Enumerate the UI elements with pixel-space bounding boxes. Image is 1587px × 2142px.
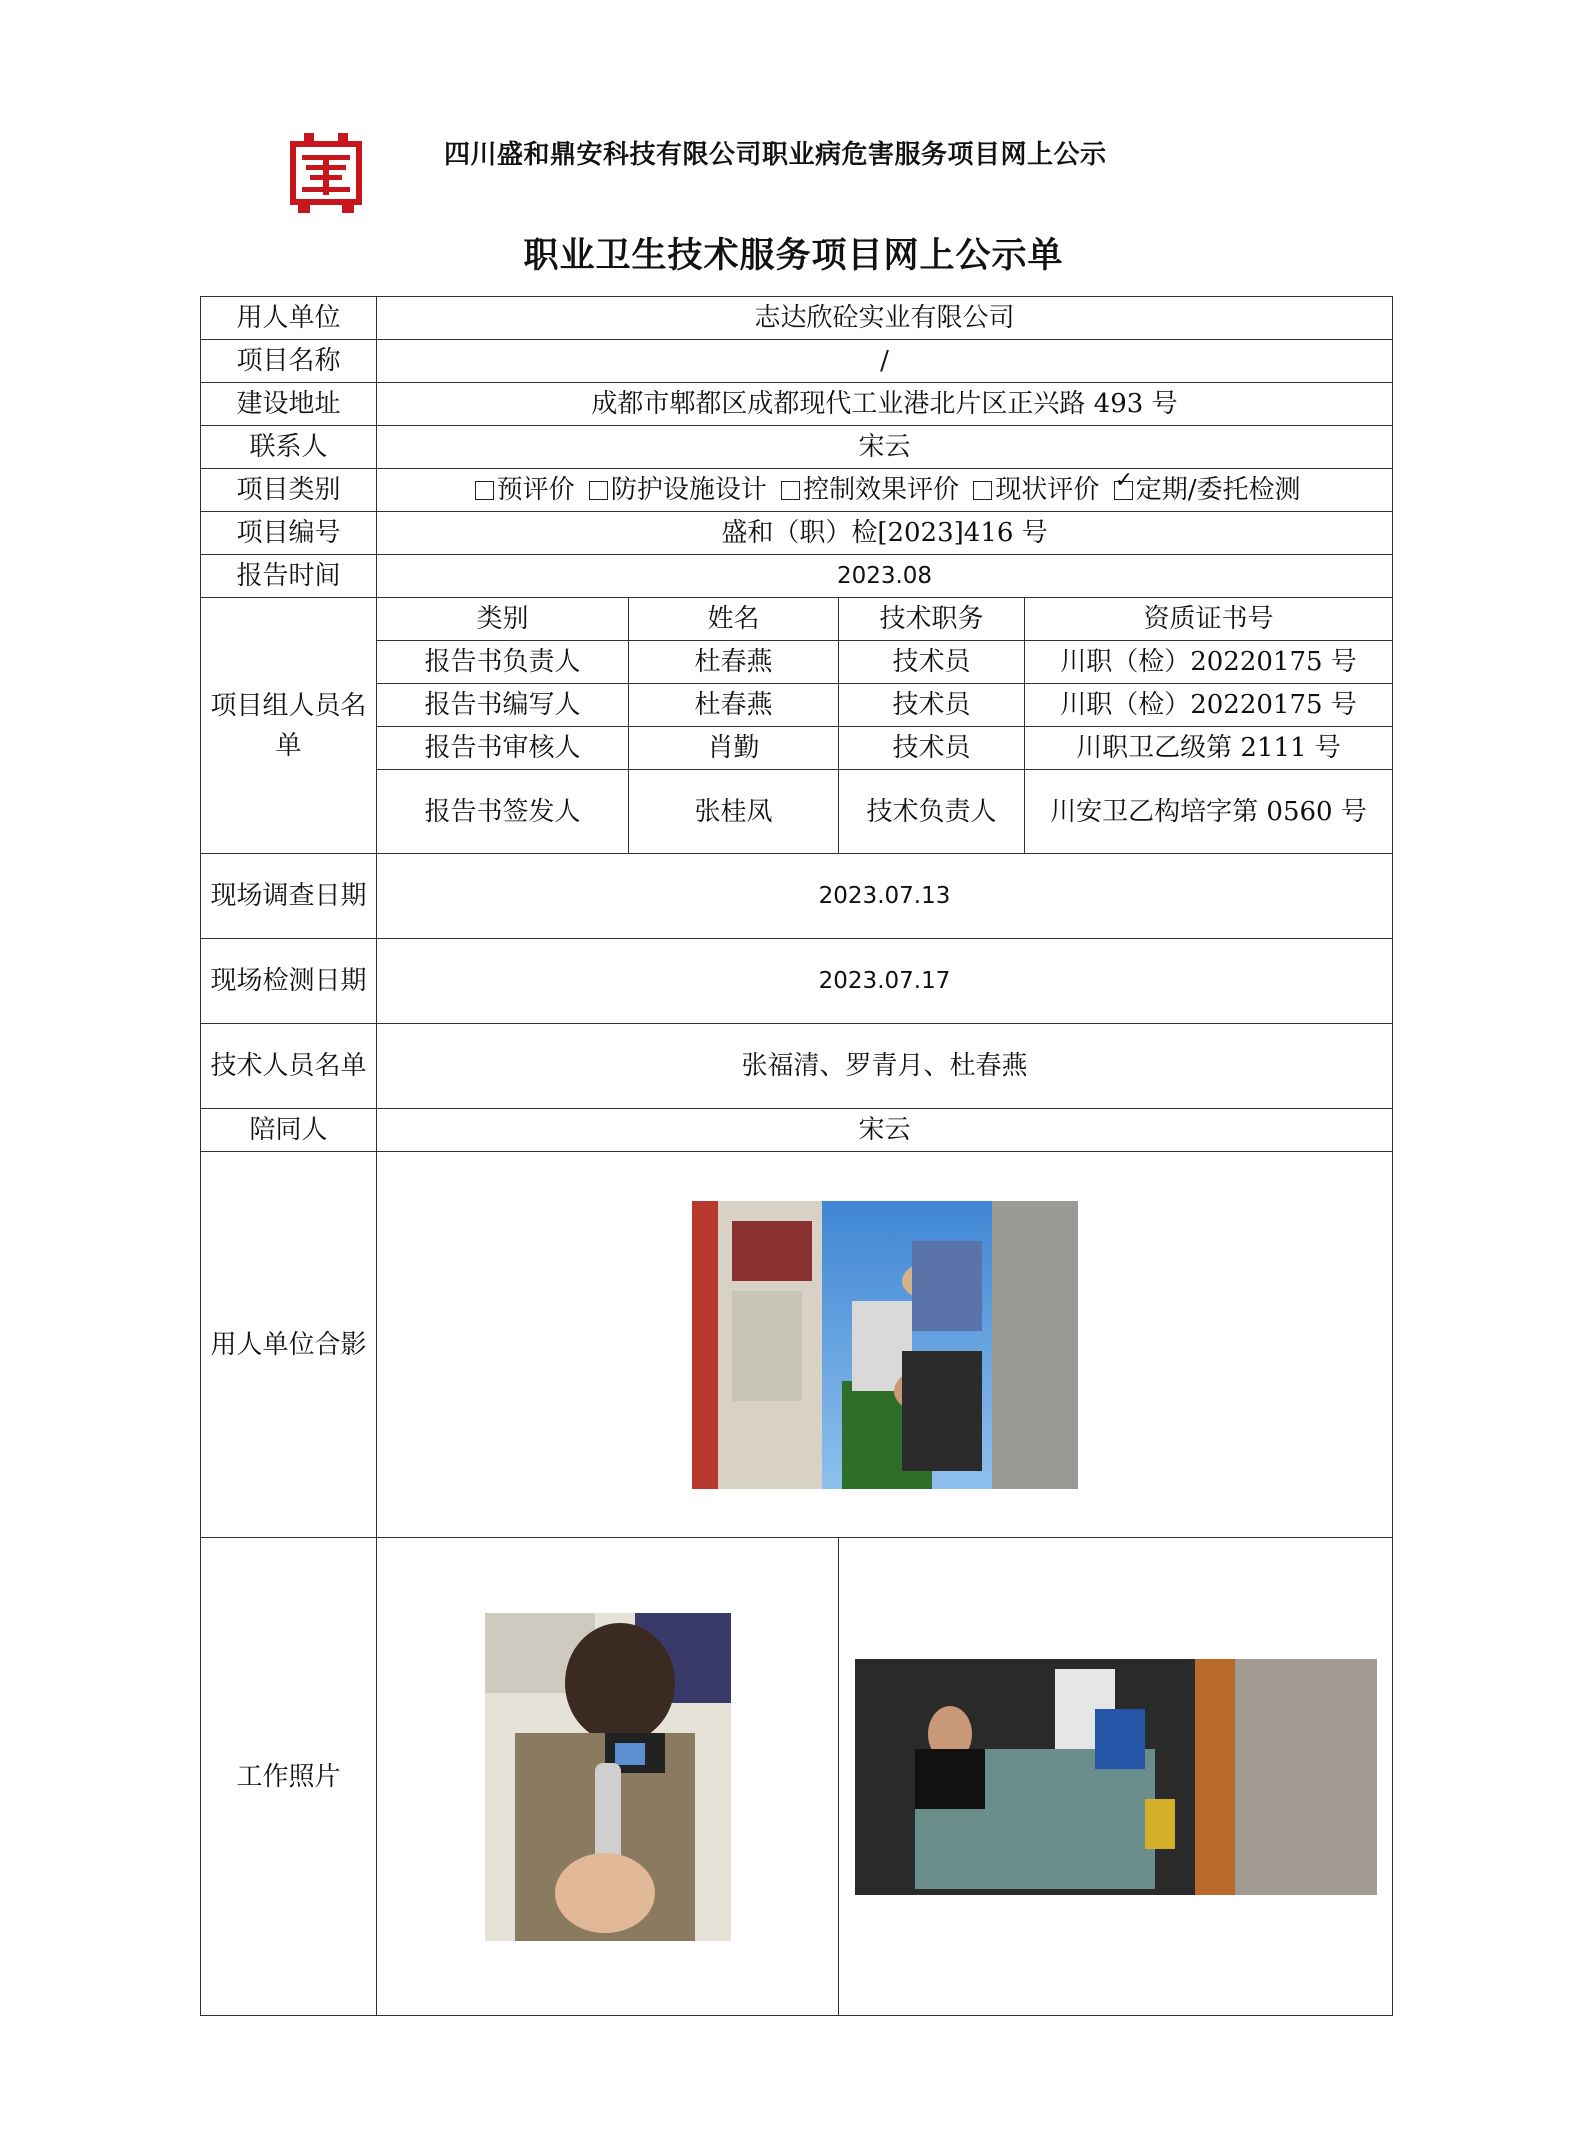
checkbox-icon[interactable] [973, 481, 992, 500]
row-tech-staff [201, 1024, 1393, 1109]
team-title: 技术员 [839, 684, 1025, 727]
announcement-table [200, 296, 1393, 2016]
row-work-photo [201, 1538, 1393, 2016]
checkbox-icon[interactable] [589, 481, 608, 500]
number-value: 盛和（职）检[2023]416 号 [377, 512, 1393, 555]
survey-date-label: 现场调查日期 [201, 854, 377, 939]
employer-value: 志达欣砼实业有限公司 [377, 297, 1393, 340]
checkbox-icon[interactable] [781, 481, 800, 500]
team-name: 杜春燕 [629, 641, 839, 684]
team-name: 肖勤 [629, 727, 839, 770]
row-contact [201, 426, 1393, 469]
work-photo-1 [485, 1613, 731, 1941]
table-row [201, 727, 1393, 770]
team-label: 项目组人员名单 [201, 598, 377, 854]
row-test-date [201, 939, 1393, 1024]
team-header-category: 类别 [377, 598, 629, 641]
team-header-cert: 资质证书号 [1025, 598, 1393, 641]
row-category [201, 469, 1393, 512]
row-project-name [201, 340, 1393, 383]
team-header-title: 技术职务 [839, 598, 1025, 641]
row-number [201, 512, 1393, 555]
category-option[interactable]: 控制效果评价 [775, 475, 959, 505]
tech-staff-value: 张福清、罗青月、杜春燕 [377, 1024, 1393, 1109]
team-header-name: 姓名 [629, 598, 839, 641]
category-label: 项目类别 [201, 469, 377, 512]
row-employer [201, 297, 1393, 340]
test-date-value: 2023.07.17 [377, 939, 1393, 1024]
group-photo [692, 1201, 1078, 1489]
category-option[interactable]: 现状评价 [967, 475, 1099, 505]
work-photo-label: 工作照片 [201, 1538, 377, 2016]
number-label: 项目编号 [201, 512, 377, 555]
checkbox-checked-icon[interactable] [1114, 481, 1133, 500]
category-options [377, 469, 1393, 512]
contact-value: 宋云 [377, 426, 1393, 469]
work-photo-cell-right [839, 1538, 1393, 2016]
checkbox-icon[interactable] [475, 481, 494, 500]
team-cert: 川职（检）20220175 号 [1025, 684, 1393, 727]
row-address [201, 383, 1393, 426]
work-photo-2 [855, 1659, 1377, 1895]
work-photo-cell-left [377, 1538, 839, 2016]
team-name: 杜春燕 [629, 684, 839, 727]
org-title: 四川盛和鼎安科技有限公司职业病危害服务项目网上公示 [444, 140, 1107, 170]
employer-label: 用人单位 [201, 297, 377, 340]
project-name-label: 项目名称 [201, 340, 377, 383]
team-name: 张桂凤 [629, 770, 839, 854]
group-photo-cell [377, 1152, 1393, 1538]
tech-staff-label: 技术人员名单 [201, 1024, 377, 1109]
escort-label: 陪同人 [201, 1109, 377, 1152]
table-row [201, 641, 1393, 684]
team-role: 报告书签发人 [377, 770, 629, 854]
report-time-label: 报告时间 [201, 555, 377, 598]
team-title: 技术员 [839, 727, 1025, 770]
team-role: 报告书负责人 [377, 641, 629, 684]
row-escort [201, 1109, 1393, 1152]
escort-value: 宋云 [377, 1109, 1393, 1152]
team-role: 报告书编写人 [377, 684, 629, 727]
row-group-photo [201, 1152, 1393, 1538]
team-role: 报告书审核人 [377, 727, 629, 770]
team-cert: 川安卫乙构培字第 0560 号 [1025, 770, 1393, 854]
team-title: 技术员 [839, 641, 1025, 684]
document-title: 职业卫生技术服务项目网上公示单 [523, 235, 1064, 276]
address-label: 建设地址 [201, 383, 377, 426]
team-cert: 川职卫乙级第 2111 号 [1025, 727, 1393, 770]
category-option[interactable]: ✓ 定期/委托检测 [1108, 475, 1301, 505]
row-report-time [201, 555, 1393, 598]
contact-label: 联系人 [201, 426, 377, 469]
address-value: 成都市郫都区成都现代工业港北片区正兴路 493 号 [377, 383, 1393, 426]
table-row [201, 684, 1393, 727]
group-photo-label: 用人单位合影 [201, 1152, 377, 1538]
survey-date-value: 2023.07.13 [377, 854, 1393, 939]
project-name-value: / [377, 340, 1393, 383]
team-title: 技术负责人 [839, 770, 1025, 854]
category-option[interactable]: 预评价 [469, 475, 575, 505]
category-option[interactable]: 防护设施设计 [583, 475, 767, 505]
report-time-value: 2023.08 [377, 555, 1393, 598]
team-cert: 川职（检）20220175 号 [1025, 641, 1393, 684]
test-date-label: 现场检测日期 [201, 939, 377, 1024]
team-header-row [201, 598, 1393, 641]
table-row [201, 770, 1393, 854]
company-logo [286, 133, 366, 213]
row-survey-date [201, 854, 1393, 939]
